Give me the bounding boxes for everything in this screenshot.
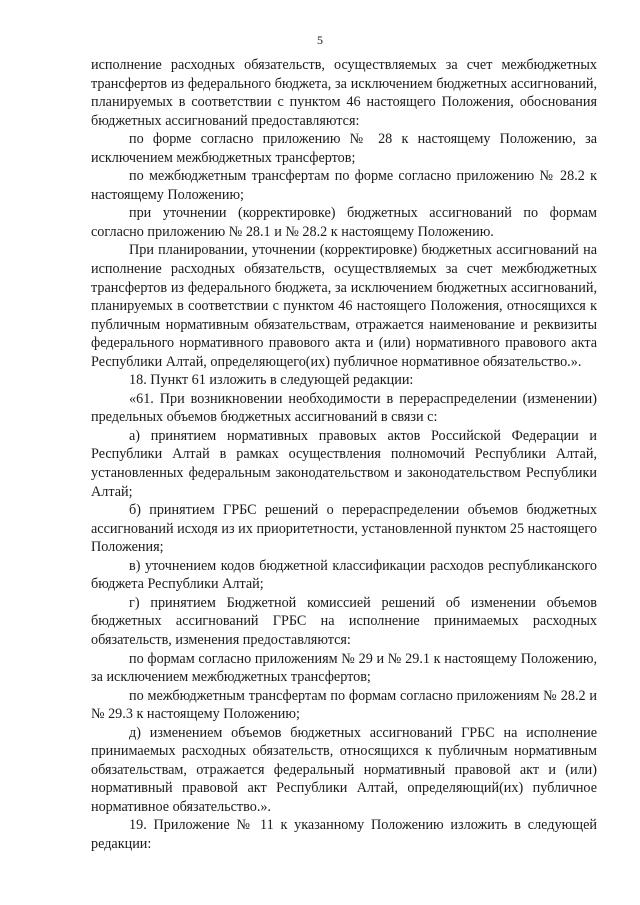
page-number: 5 [317, 33, 323, 47]
paragraph: по форме согласно приложению № 28 к настоящему Положению, за исключением межбюджетных трансфертов; [91, 131, 597, 166]
paragraph: 19. Приложение № 11 к указанному Положению изложить в следующей редакции: [91, 817, 597, 852]
paragraph: а) принятием нормативных правовых актов Российской Федерации и Республики Алтай в рамках осуществления полномочий Республики Алтай, установленных федеральным законодательством и законодательством Республики Алтай; [91, 427, 597, 500]
paragraph: при уточнении (корректировке) бюджетных ассигнований по формам согласно приложению № 28.1 и № 28.2 к настоящему Положению. [91, 205, 597, 240]
paragraph: г) принятием Бюджетной комиссией решений об изменении объемов бюджетных ассигнований ГРБС на исполнение принимаемых расходных обязательств, изменения предоставляются: [91, 594, 597, 648]
paragraph: в) уточнением кодов бюджетной классификации расходов республиканского бюджета Республики Алтай; [91, 557, 597, 593]
document-body [91, 56, 597, 854]
paragraph: по межбюджетным трансфертам по форме согласно приложению № 28.2 к настоящему Положению; [91, 168, 597, 203]
paragraph: 18. Пункт 61 изложить в следующей редакции: [129, 372, 414, 389]
paragraph: по межбюджетным трансфертам по формам согласно приложениям № 28.2 и № 29.3 к настоящему Положению; [91, 687, 597, 723]
paragraph: д) изменением объемов бюджетных ассигнований ГРБС на исполнение принимаемых расходных обязательств, относящихся к публичным нормативным обязательствам, отражается федеральный нормативный правовой акт и (или) нормативный правовой акт Республики Алтай, определяющий(их) публичное нормативное обязательство.». [91, 724, 597, 815]
paragraph: «61. При возникновении необходимости в перераспределении (изменении) предельных объемов бюджетных ассигнований в связи с: [91, 390, 597, 426]
paragraph: б) принятием ГРБС решений о перераспределении объемов бюджетных ассигнований исходя из их приоритетности, установленной пунктом 25 настоящего Положения; [91, 502, 597, 556]
paragraph: по формам согласно приложениям № 29 и № 29.1 к настоящему Положению, за исключением межбюджетных трансфертов; [91, 650, 597, 686]
paragraph: При планировании, уточнении (корректировке) бюджетных ассигнований на исполнение расходных обязательств, осуществляемых за счет межбюджетных трансфертов из федерального бюджета, за исключением бюджетных ассигнований, планируемых в соответствии с пунктом 46 настоящего Положения, относящихся к публичным нормативным обязательствам, отражается наименование и реквизиты федерального нормативного правового акта и (или) нормативного правового акта Республики Алтай, определяющего(их) публичное нормативное обязательство.». [91, 242, 597, 370]
paragraph: исполнение расходных обязательств, осуществляемых за счет межбюджетных трансфертов из федерального бюджета, за исключением бюджетных ассигнований, планируемых в соответствии с пунктом 46 настоящего Положения, обоснования бюджетных ассигнований предоставляются: [91, 57, 597, 129]
